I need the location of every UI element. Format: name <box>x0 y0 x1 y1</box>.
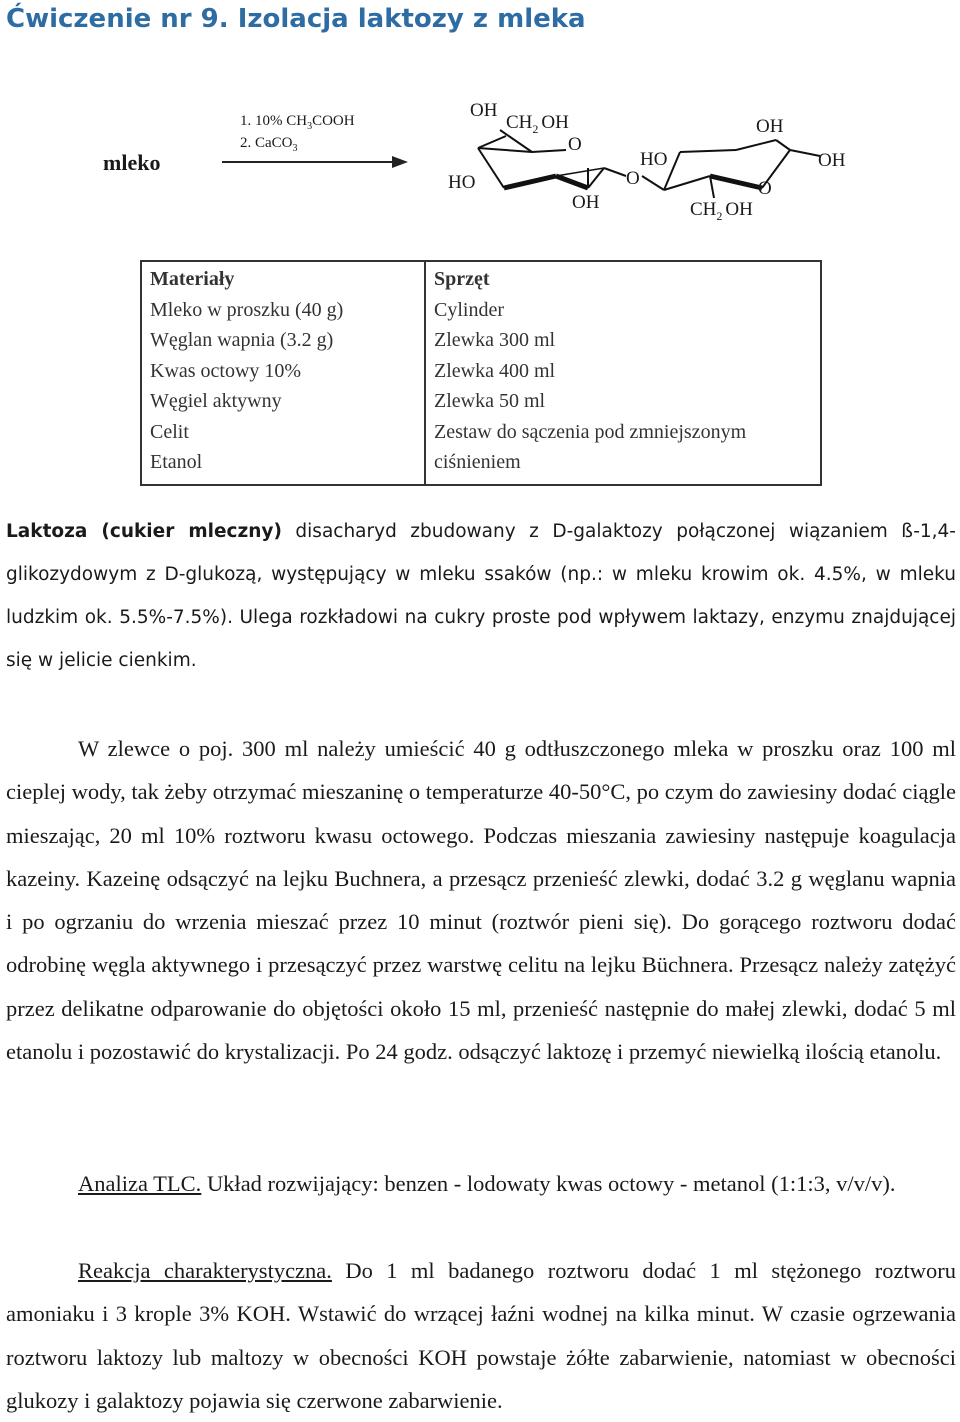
reaction-paragraph <box>6 1249 956 1422</box>
equipment-header: Sprzęt <box>434 268 490 290</box>
hydroxyl-label: OH <box>818 150 846 171</box>
page-title: Ćwiczenie nr 9. Izolacja laktozy z mleka <box>6 4 586 34</box>
hydroxyl-label: OH <box>572 192 600 213</box>
intro-term: Laktoza (cukier mleczny) <box>6 521 282 542</box>
materials-header: Materiały <box>150 268 235 290</box>
intro-text: disacharyd zbudowany z D-galaktozy połączonej wiązaniem ß-1,4-glikozydowym z D-glukozą, występujący w mleku ssaków (np.: w mleku krowim ok. 4.5%, w mleku ludzkim ok. 5.5%-7.5%). Ulega rozkładowi na cukry proste pod wpływem laktazy, enzymu znajdującej się w jelicie cienkim. <box>6 521 956 671</box>
glucose-ring <box>664 140 820 198</box>
hydroxyl-label: HO <box>640 149 668 170</box>
ch2-label: $CH_2$ OH <box>690 199 753 223</box>
material-item: Węglan wapnia (3.2 g) <box>150 329 334 351</box>
material-item: Mleko w proszku (40 g) <box>150 298 344 321</box>
galactose-ring <box>478 130 604 188</box>
tlc-text: Układ rozwijający: benzen - lodowaty kwas octowy - metanol (1:1:3, v/v/v). <box>201 1171 896 1196</box>
equipment-item: Zlewka 400 ml <box>434 359 556 382</box>
ch2-label: $CH_2$ OH <box>506 112 569 136</box>
equipment-item: Cylinder <box>434 298 504 321</box>
reaction-label: Reakcja charakterystyczna. <box>78 1258 332 1283</box>
condition-step-1: 1. 10% $CH_3COOH$ <box>240 113 355 132</box>
procedure-paragraph <box>6 727 956 1073</box>
condition-step-2: 2. CaCO$_3$ <box>240 135 298 154</box>
starting-material-label: mleko <box>103 150 161 175</box>
reaction-arrow <box>222 156 408 168</box>
material-item: Węgiel aktywny <box>150 390 282 412</box>
reaction-text: Do 1 ml badanego roztworu dodać 1 ml stężonego roztworu amoniaku i 3 krople 3% KOH. Wstawić do wrzącej łaźni wodnej na kilka minut. W czasie ogrzewania roztworu laktozy lub maltozy w obecności KOH powstaje żółte zabarwienie, natomiast w obecności glukozy i galaktozy pojawia się czerwone zabarwienie. <box>6 1258 956 1413</box>
equipment-item: ciśnieniem <box>434 451 521 473</box>
intro-paragraph <box>6 510 956 682</box>
materials-equipment-table <box>140 260 822 486</box>
material-item: Celit <box>150 420 189 443</box>
equipment-item: Zestaw do sączenia pod zmniejszonym <box>434 420 747 443</box>
equipment-item: Zlewka 300 ml <box>434 329 556 351</box>
lactose-structure-diagram <box>0 92 960 232</box>
tlc-paragraph <box>6 1162 956 1205</box>
hydroxyl-label: HO <box>448 172 476 193</box>
procedure-text: 300 ml należy umieścić 40 g odtłuszczonego mleka w proszku oraz 100 ml cieplej wody, tak żeby otrzymać mieszaninę o temperaturze 40-50°C, po czym do zawiesiny dodać ciągle mieszając, 20 ml 10% roztworu kwasu octowego. Podczas mieszania zawiesiny następuje koagulacja kazeiny. Kazeinę odsączyć na lejku Buchnera, a przesącz przenieść zlewki, dodać 3.2 g węglanu wapnia i po ogrzaniu do wrzenia mieszać przez 10 minut (roztwór pieni się). Do gorącego roztworu dodać odrobinę węgla aktywnego i przesączyć przez warstwę celitu na lejku Büchnera. Przesącz należy zatężyć przez delikatne odparowanie do objętości około 15 ml, przenieść następnie do małej zlewki, dodać 5 ml etanolu i pozostawić do krystalizacji. Po 24 godz. odsączyć laktozę i przemyć niewielką ilością etanolu. <box>6 736 956 1065</box>
ring-oxygen-label: O <box>568 134 582 155</box>
equipment-column <box>425 261 821 485</box>
materials-column <box>141 261 425 485</box>
equipment-item: Zlewka 50 ml <box>434 390 546 412</box>
material-item: Kwas octowy 10% <box>150 359 302 382</box>
hydroxyl-label: OH <box>756 116 784 137</box>
ring-oxygen-label: O <box>758 178 772 199</box>
bridge-oxygen-label: O <box>626 168 640 189</box>
material-item: Etanol <box>150 451 203 473</box>
hydroxyl-label: OH <box>470 100 498 121</box>
procedure-lead: W zlewce o poj. <box>78 736 234 761</box>
tlc-label: Analiza TLC. <box>78 1171 202 1196</box>
